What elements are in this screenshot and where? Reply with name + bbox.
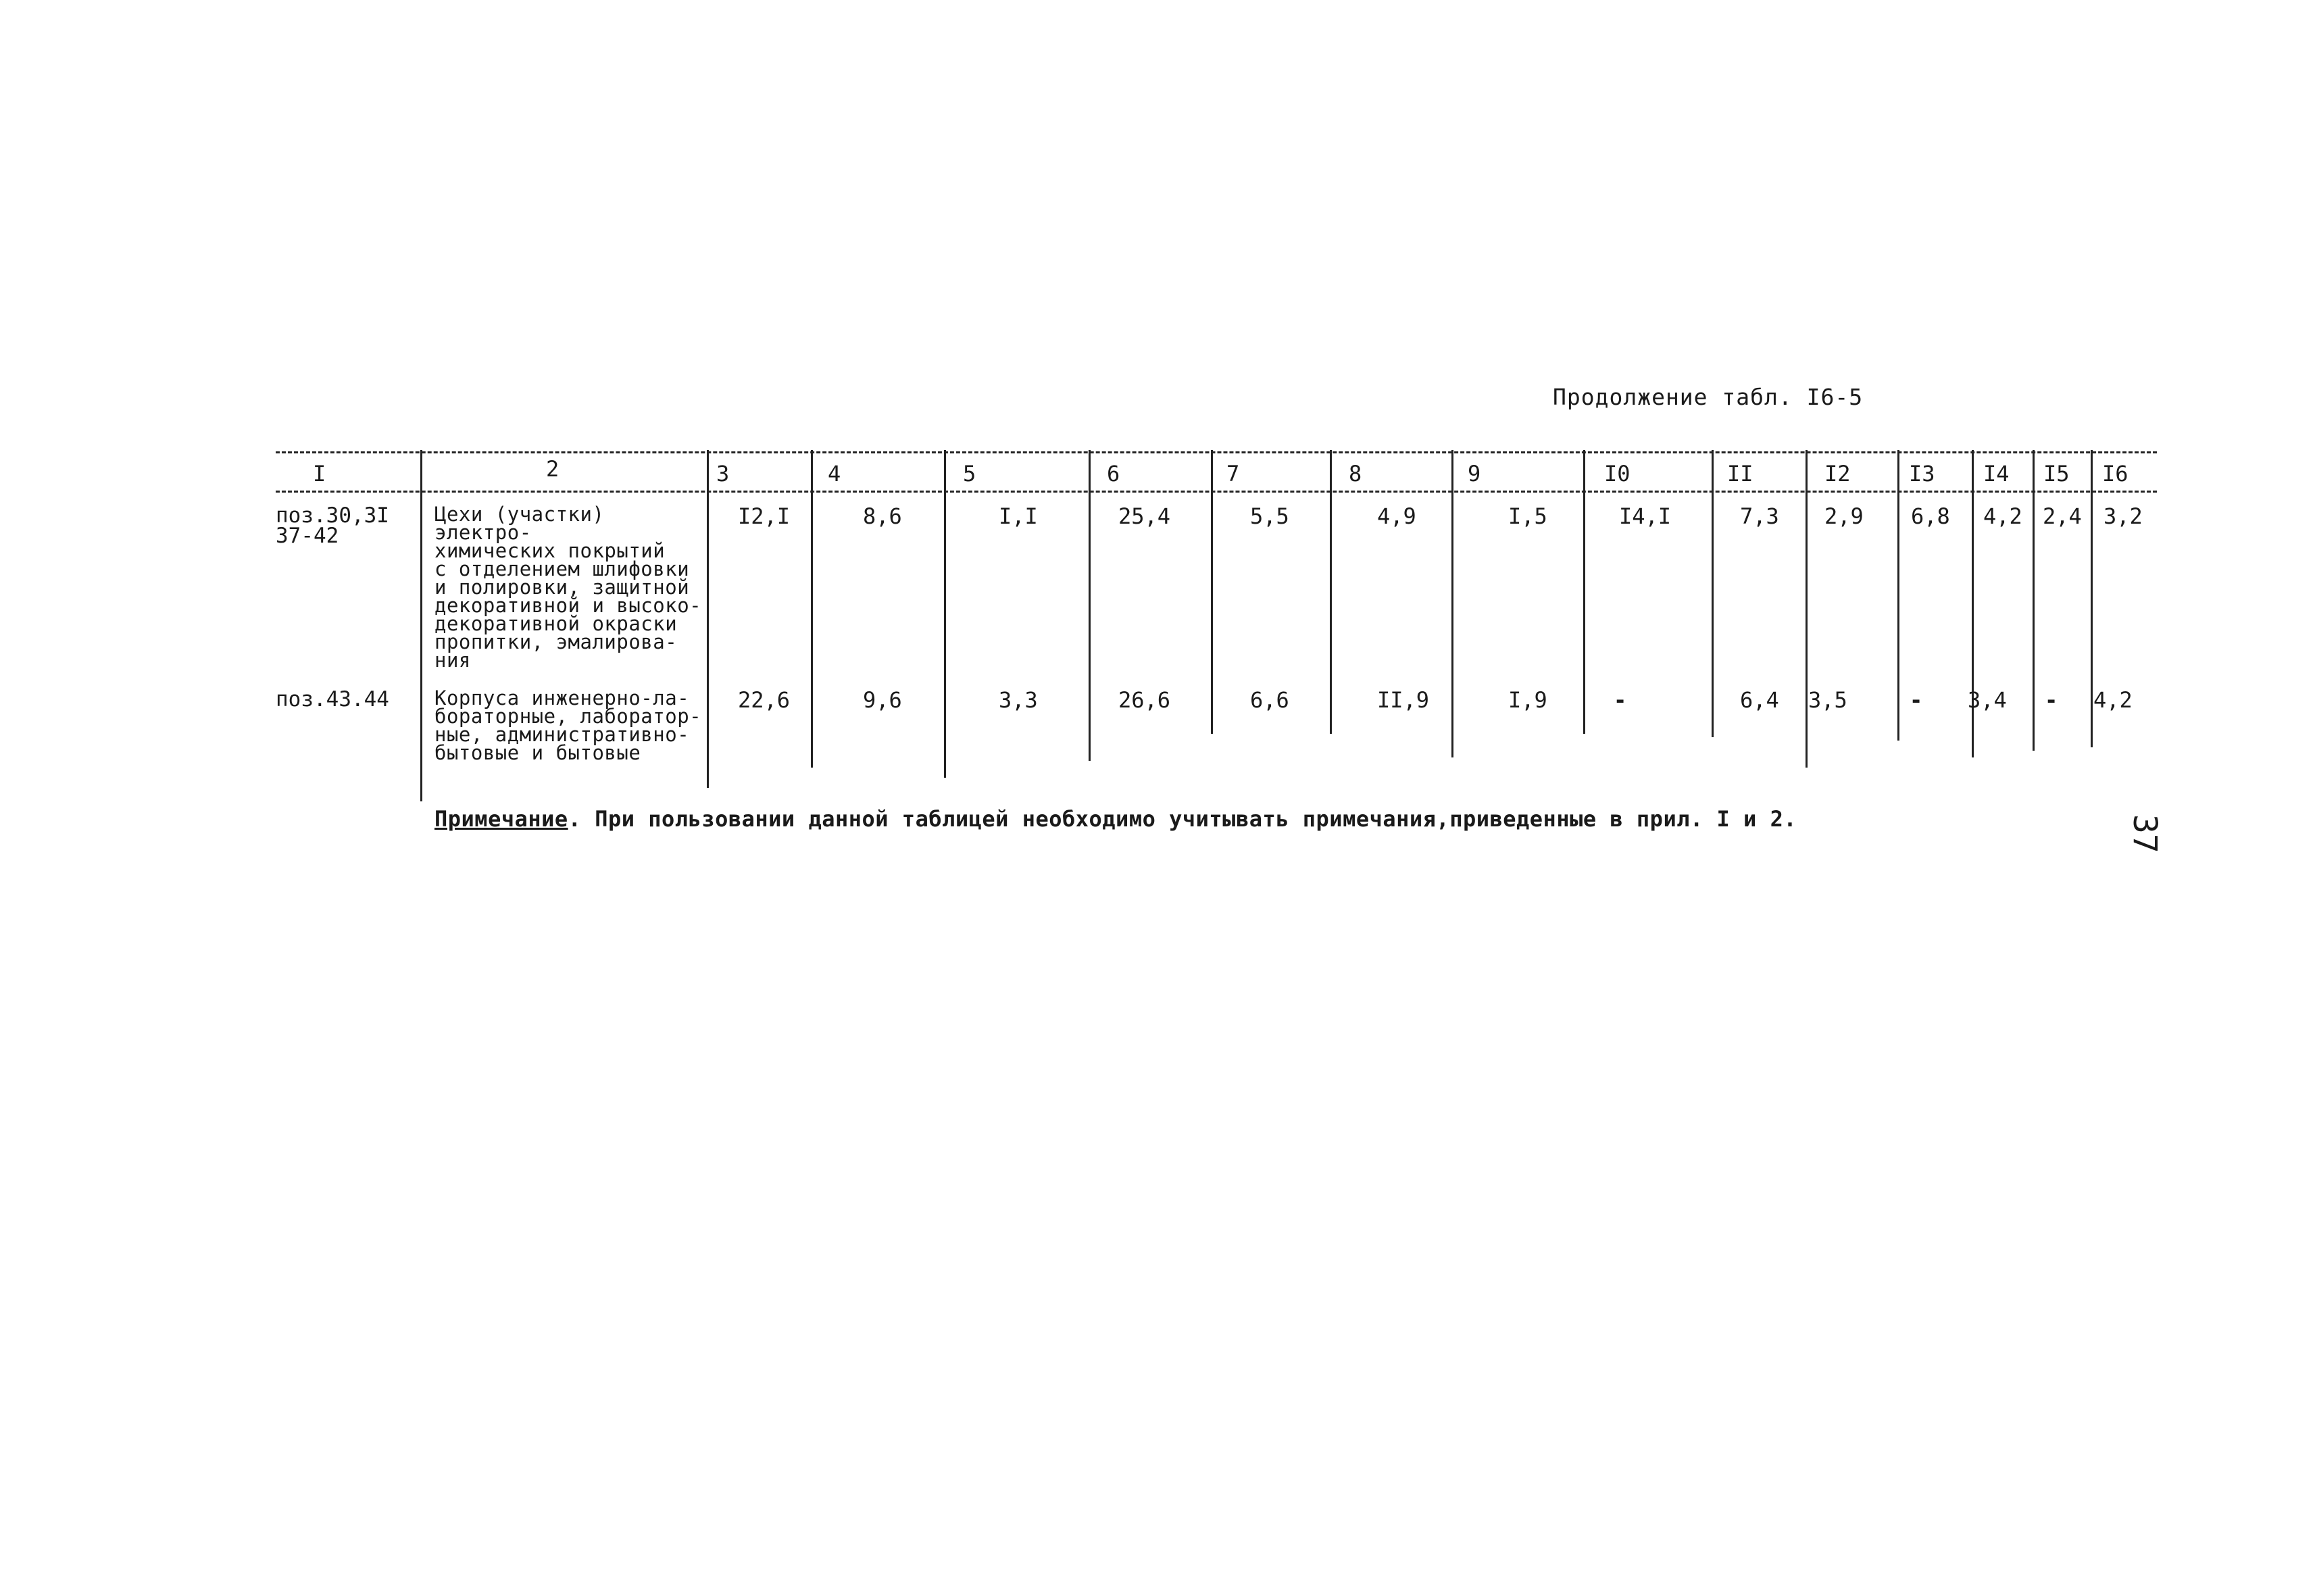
table-cell: 4,2 (2093, 687, 2133, 713)
note-label: Примечание (434, 806, 568, 832)
table-caption: Продолжение табл. I6-5 (1553, 384, 1864, 410)
column-header: 3 (716, 461, 730, 487)
table-cell: 7,3 (1740, 503, 1779, 529)
table-cell: - (1614, 687, 1627, 713)
column-header: 5 (963, 461, 976, 487)
column-header: 6 (1107, 461, 1120, 487)
table-cell: 5,5 (1250, 503, 1289, 529)
table-cell: 6,4 (1740, 687, 1779, 713)
table-note (434, 806, 1797, 832)
column-header: II (1727, 461, 1753, 487)
column-header: I5 (2043, 461, 2070, 487)
column-header: 4 (828, 461, 841, 487)
column-divider (2091, 450, 2093, 747)
table-cell: 3,5 (1808, 687, 1847, 713)
column-divider (420, 450, 422, 801)
table-cell: I,9 (1508, 687, 1547, 713)
table-cell: 9,6 (863, 687, 902, 713)
table-cell: 26,6 (1118, 687, 1171, 713)
column-header: I6 (2102, 461, 2129, 487)
table-cell: 8,6 (863, 503, 902, 529)
table-cell: 2,9 (1824, 503, 1864, 529)
table-cell: 3,4 (1968, 687, 2007, 713)
column-divider (1897, 450, 1899, 741)
table-cell: I,5 (1508, 503, 1547, 529)
column-header: 9 (1468, 461, 1481, 487)
column-divider (1806, 450, 1808, 768)
column-divider (1583, 450, 1585, 734)
table-cell: 3,3 (999, 687, 1038, 713)
column-header: 7 (1226, 461, 1240, 487)
table-cell: 22,6 (738, 687, 791, 713)
column-header: 8 (1349, 461, 1362, 487)
column-header: 2 (546, 456, 559, 482)
table-cell: I4,I (1619, 503, 1672, 529)
column-divider (1211, 450, 1213, 734)
column-header: I3 (1909, 461, 1935, 487)
table-cell: I,I (999, 503, 1038, 529)
column-divider (1451, 450, 1453, 757)
table-cell: II,9 (1377, 687, 1430, 713)
row-description: Цехи (участки) электро- химических покрытий с отделением шлифовки и полировки, защитной декоративной и высоко- декоративной окраски пропитки, эмалирова- ния (434, 503, 702, 672)
table-cell: 4,2 (1983, 503, 2022, 529)
column-header: I0 (1604, 461, 1631, 487)
table-cell: 6,6 (1250, 687, 1289, 713)
table-cell: - (1910, 687, 1923, 713)
note-text: . При пользовании данной таблицей необходимо учитывать примечания,приведенные в прил. I и 2. (568, 806, 1797, 832)
column-header: I4 (1983, 461, 2010, 487)
row-description: Корпуса инженерно-ла- бораторные, лаборатор- ные, административно- бытовые и бытовые (434, 687, 702, 764)
page-number: 37 (2126, 814, 2164, 853)
row-position: поз.30,3I 37-42 (276, 503, 389, 548)
column-divider (2033, 450, 2035, 751)
column-divider (707, 450, 709, 788)
table-cell: 2,4 (2043, 503, 2082, 529)
table-cell: 3,2 (2104, 503, 2143, 529)
table-cell: 4,9 (1377, 503, 1416, 529)
row-position: поз.43.44 (276, 687, 389, 712)
column-divider (1089, 450, 1091, 761)
table-cell: 6,8 (1911, 503, 1950, 529)
header-bottom-rule (276, 491, 2157, 493)
header-top-rule (276, 451, 2157, 453)
column-divider (1330, 450, 1332, 734)
column-divider (944, 450, 946, 778)
table-cell: I2,I (738, 503, 791, 529)
column-divider (1712, 450, 1714, 737)
column-divider (811, 450, 813, 768)
table-cell: - (2045, 687, 2058, 713)
column-header: I2 (1824, 461, 1851, 487)
column-header: I (313, 461, 326, 487)
table-cell: 25,4 (1118, 503, 1171, 529)
